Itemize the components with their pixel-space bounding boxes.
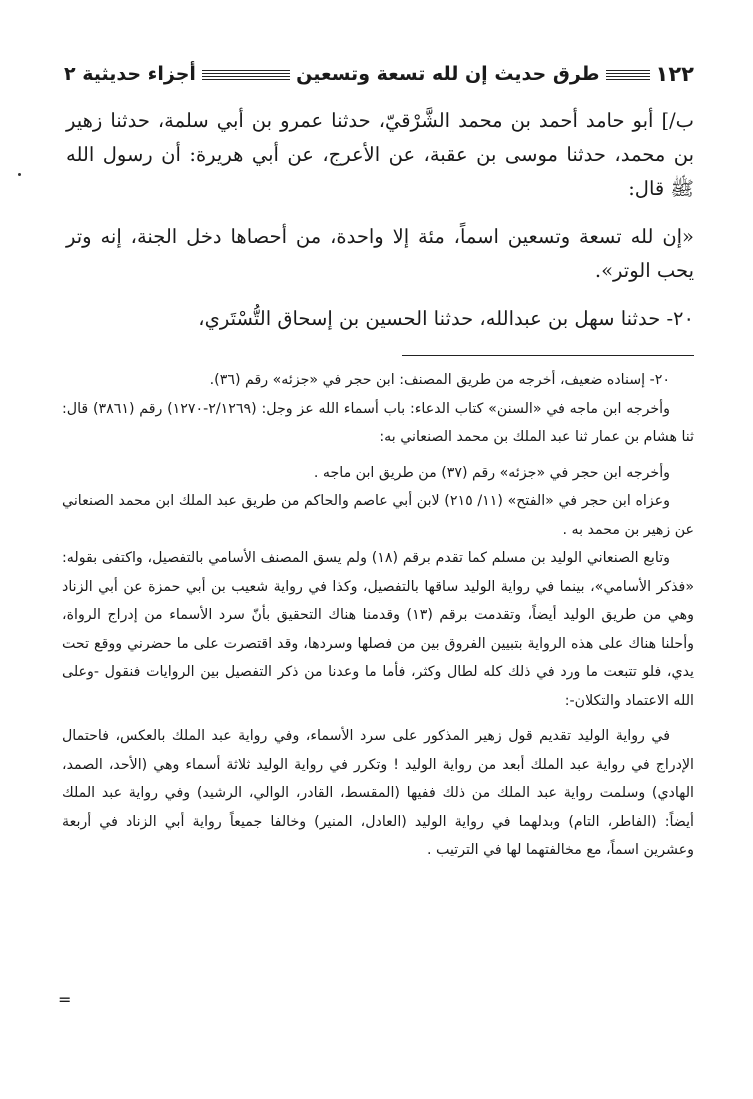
- main-text: [66, 104, 694, 336]
- page-header: [64, 56, 694, 92]
- hadith-20-start: ٢٠- حدثنا سهل بن عبدالله، حدثنا الحسين بن إسحاق التُّسْتَري،: [198, 307, 694, 330]
- page-number: ١٢٢: [655, 62, 694, 86]
- footnote-ibn-majah: وأخرجه ابن ماجه في «السنن» كتاب الدعاء: باب أسماء الله عز وجل: (٢/١٢٦٩-١٢٧٠) رقم (٣٨٦١) قال: ثنا هشام بن عمار ثنا عبد الملك بن محمد الصنعاني به:: [62, 400, 694, 445]
- header-ornament-left: [202, 68, 290, 80]
- continuation-mark: =: [58, 990, 72, 1009]
- footnote-fath: وعزاه ابن حجر في «الفتح» (١١/ ٢١٥) لابن أبي عاصم والحاكم من طريق عبد الملك ابن محمد الصنعاني عن زهير بن محمد به .: [62, 493, 694, 538]
- footnote-comparison: في رواية الوليد تقديم قول زهير المذكور على سرد الأسماء، وفي رواية عبد الملك بالعكس، فاحتمال الإدراج في رواية عبد الملك أبعد من رواية الوليد ! وتكرر في رواية الوليد ثلاثة أسماء وهي (الأحد، الصمد، الهادي) وسلمت رواية عبد الملك من ذلك ففيها (المقسط، القادر، الوالي، الرشيد) وفي رواية عبد الملك أيضاً: (الفاطر، التام) وبدلهما في رواية الوليد (العادل، المنير) وخالفا جميعاً رواية أبي الزناد في أربعة وعشرين اسماً، مع مخالفتهما لها في الترتيب .: [62, 728, 694, 858]
- hadith-matn: «إن لله تسعة وتسعين اسماً، مئة إلا واحدة، من أحصاها دخل الجنة، إنه وتر يحب الوتر».: [66, 225, 694, 282]
- margin-dot: [18, 173, 21, 176]
- footnotes: [62, 366, 694, 865]
- footnote-grading: ٢٠- إسناده ضعيف، أخرجه من طريق المصنف: ابن حجر في «جزئه» رقم (٣٦).: [209, 372, 670, 388]
- hadith-isnad: ب/] أبو حامد أحمد بن محمد الشَّرْقيّ، حدثنا عمرو بن أبي سلمة، حدثنا زهير بن محمد، حدثنا موسى بن عقبة، عن الأعرج، عن أبي هريرة: أن رسول الله ﷺ قال:: [66, 109, 694, 200]
- header-ornament-right: [606, 68, 650, 80]
- footnote-ibn-hajar: وأخرجه ابن حجر في «جزئه» رقم (٣٧) من طريق ابن ماجه .: [313, 464, 670, 481]
- footnote-mutaba: وتابع الصنعاني الوليد بن مسلم كما تقدم برقم (١٨) ولم يسق المصنف الأسامي بالتفصيل، واكتفى بقوله: «فذكر الأسامي»، بينما في رواية الوليد ساقها بالتفصيل، وكذا في رواية شعيب بن أبي حمزة عن أبي الزناد وهي من طريق الوليد أيضاً، وتقدمت برقم (١٣) وقدمنا هناك التحقيق بأنّ سرد الأسماء من إدراج الرواة، وأحلنا هناك على هذه الرواية بتبيين الفروق بين من فصلها وسردها، وقد اقتصرت على ما حضرني ووقع تحت يدي، فلو تتبعت ما ورد في ذلك كله لطال وكثر، فأما ما وعدنا من ذكر التفصيل بين الروايات فنقول -وعلى الله الاعتماد والتكلان-:: [62, 550, 695, 709]
- running-title: طرق حديث إن لله تسعة وتسعين: [296, 63, 600, 85]
- book-title: أجزاء حديثية ٢: [64, 63, 196, 85]
- footnote-separator: [402, 355, 694, 356]
